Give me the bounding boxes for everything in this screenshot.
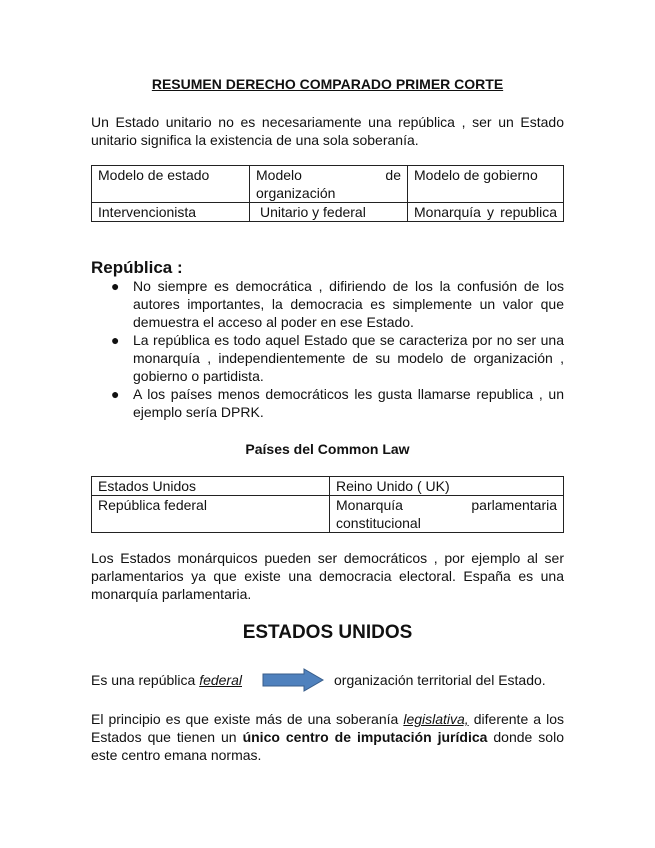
state-model-table <box>91 165 564 222</box>
republica-heading: República : <box>91 258 183 277</box>
table-cell: Reino Unido ( UK) <box>330 477 564 496</box>
list-item-text: A los países menos democráticos les gusta llamarse republica , un ejemplo sería DPRK. <box>133 386 564 420</box>
table-cell: Unitario y federal <box>250 203 408 222</box>
list-item-text: No siempre es democrática , difiriendo de los la confusión de los autores importantes, la democracia es simplemente un valor que demuestra el acceso al poder en ese Estado. <box>133 278 564 330</box>
list-item <box>111 277 564 331</box>
federal-line-suffix: organización territorial del Estado. <box>334 672 546 688</box>
list-item-text: La república es todo aquel Estado que se caracteriza por no ser una monarquía , independientemente de su modelo de organización , gobierno o partidista. <box>133 332 564 384</box>
federal-line-prefix: Es una república <box>91 672 200 688</box>
bullet-icon: ● <box>111 386 120 402</box>
table-row <box>92 477 564 496</box>
bullet-icon: ● <box>111 278 120 294</box>
right-arrow-icon <box>262 668 324 692</box>
monarquicos-paragraph: Los Estados monárquicos pueden ser democráticos , por ejemplo al ser parlamentarios ya que existe una democracia electoral. España es una monarquía parlamentaria. <box>91 550 564 602</box>
document-title: RESUMEN DERECHO COMPARADO PRIMER CORTE <box>151 76 504 92</box>
table-cell: Estados Unidos <box>92 477 330 496</box>
common-law-table <box>91 476 564 533</box>
common-law-heading: Países del Common Law <box>245 441 410 457</box>
table-cell: Monarquía y republica <box>408 203 564 222</box>
principio-text-1: El principio es que existe más de una soberanía <box>91 711 404 727</box>
list-item <box>111 331 564 385</box>
table-cell: Monarquía parlamentaria constitucional <box>330 496 564 533</box>
table-cell: Modelo de gobierno <box>408 166 564 203</box>
table-row <box>92 496 564 533</box>
principio-paragraph <box>91 710 564 764</box>
table-cell: Modelo de estado <box>92 166 250 203</box>
principio-text-2: diferente a los Estados que tienen un <box>91 711 564 745</box>
bullet-icon: ● <box>111 332 120 348</box>
federal-line <box>91 671 242 689</box>
table-row <box>92 166 564 203</box>
legislativa-word: legislativa, <box>403 711 469 727</box>
estados-unidos-heading: ESTADOS UNIDOS <box>242 622 413 643</box>
table-cell: Modelo de organización <box>250 166 408 203</box>
intro-paragraph: Un Estado unitario no es necesariamente una república , ser un Estado unitario significa la existencia de una sola soberanía. <box>91 114 564 148</box>
table-cell: República federal <box>92 496 330 533</box>
principio-text-3: donde solo este centro emana normas. <box>91 729 564 763</box>
list-item <box>111 385 564 421</box>
table-row <box>92 203 564 222</box>
federal-word: federal <box>199 672 242 688</box>
republica-bullet-list <box>91 277 564 421</box>
table-cell: Intervencionista <box>92 203 250 222</box>
principio-bold: único centro de imputación jurídica <box>242 729 488 745</box>
